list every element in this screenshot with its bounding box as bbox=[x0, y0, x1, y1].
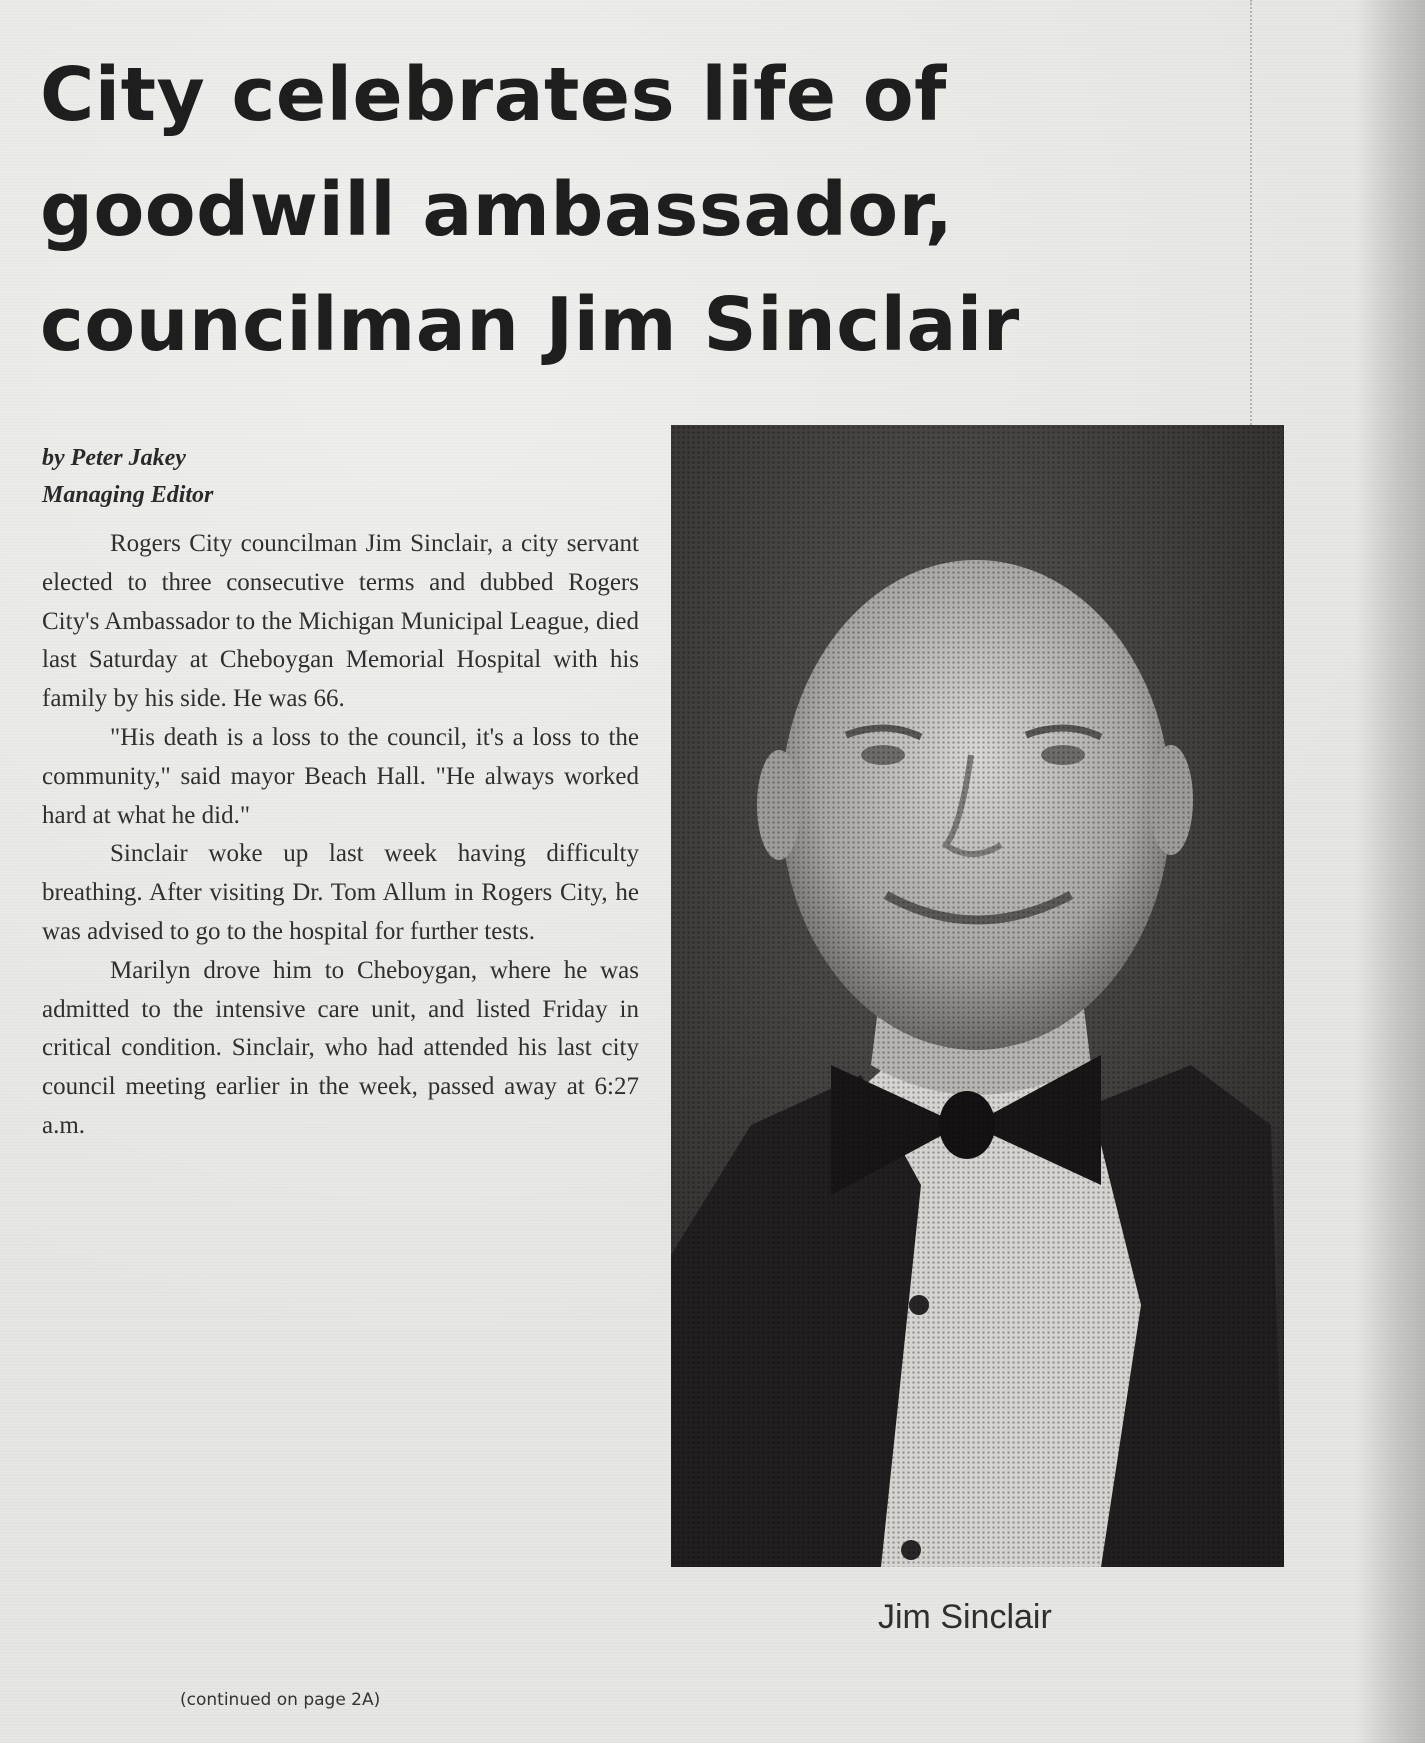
article-paragraph: Marilyn drove him to Cheboygan, where he was admitted to the intensive care unit, and listed Friday in critical condition. Sinclair, who had attended his last city council meeting earlier in the week, passed away at 6:27 a.m. bbox=[42, 956, 639, 1139]
headline-line: councilman Jim Sinclair bbox=[40, 282, 1020, 368]
portrait-photo bbox=[671, 425, 1284, 1567]
byline-role: Managing Editor bbox=[42, 482, 214, 508]
byline-author: by Peter Jakey bbox=[42, 445, 186, 471]
page-edge-shadow bbox=[1355, 0, 1425, 1743]
article-paragraph: Rogers City councilman Jim Sinclair, a city servant elected to three consecutive terms and dubbed Rogers City's Ambassador to the Michigan Municipal League, died last Saturday at Cheboygan Memorial Hospital with his family by his side. He was 66. bbox=[42, 530, 639, 713]
photo-caption: Jim Sinclair bbox=[878, 1598, 1052, 1636]
byline bbox=[42, 440, 213, 514]
article-body bbox=[42, 525, 639, 1146]
article-paragraph: "His death is a loss to the council, it's a loss to the community," said mayor Beach Hall. "He always worked hard at what he did." bbox=[42, 723, 639, 829]
headline-line: goodwill ambassador, bbox=[40, 167, 954, 253]
article-paragraph: Sinclair woke up last week having difficulty breathing. After visiting Dr. Tom Allum in Rogers City, he was advised to go to the hospital for further tests. bbox=[42, 840, 639, 945]
headline bbox=[40, 38, 1240, 383]
portrait-illustration bbox=[671, 425, 1284, 1567]
continued-note: (continued on page 2A) bbox=[180, 1690, 381, 1710]
headline-line: City celebrates life of bbox=[40, 52, 947, 138]
